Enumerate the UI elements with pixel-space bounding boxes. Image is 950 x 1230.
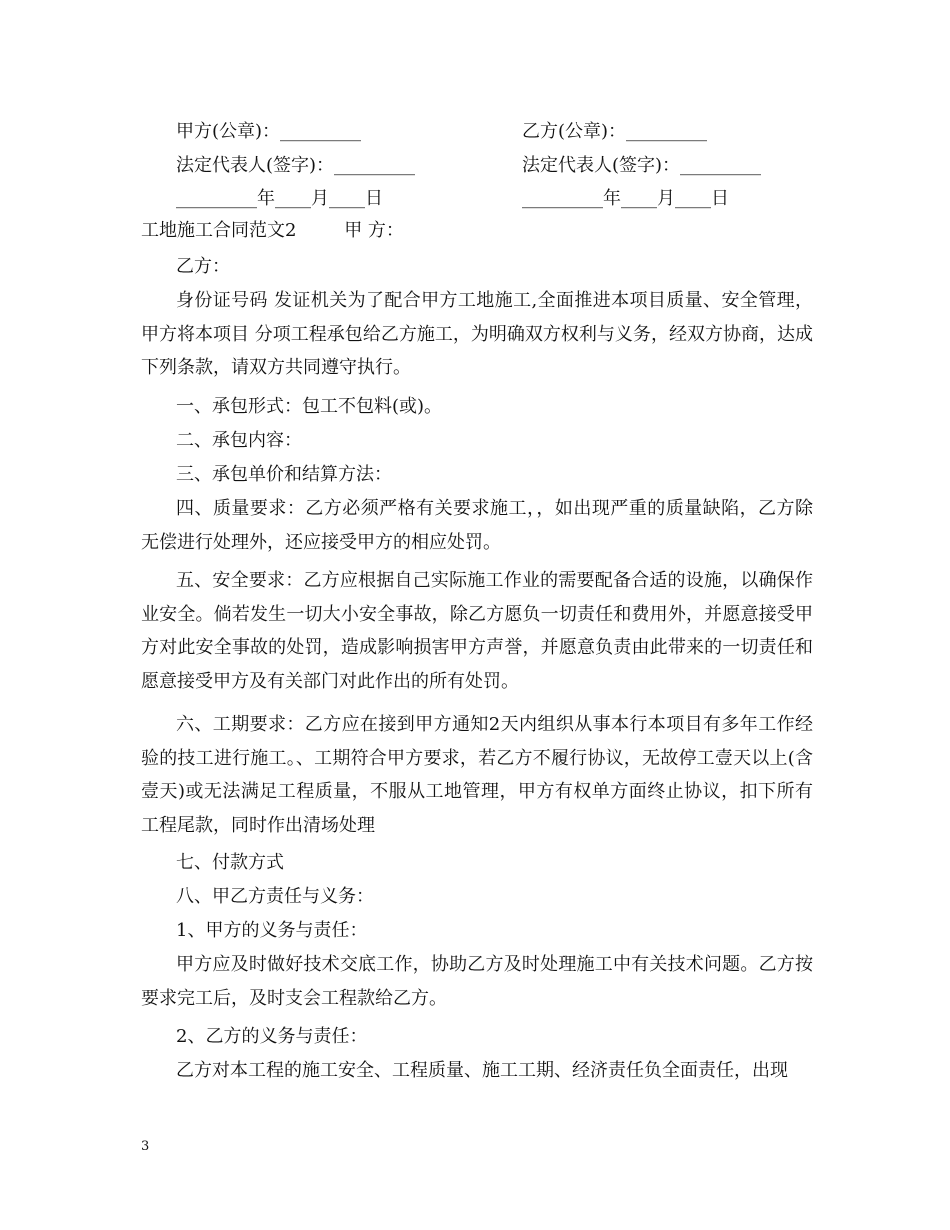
party-a-duties-text: 甲方应及时做好技术交底工作，协助乙方及时处理施工中有关技术问题。乙方按要求完工后，及时支会工程款给乙方。: [141, 954, 813, 1009]
party-a-representative-field: 法定代表人(签字)：_________: [176, 155, 416, 176]
party-b-seal-field: 乙方(公章)：_________: [522, 121, 708, 142]
clause-contract-content: 二、承包内容：: [176, 430, 302, 451]
party-a-duties-heading: 1、甲方的义务与责任：: [176, 920, 368, 941]
signature-row-seal: [0, 118, 950, 146]
party-a-label: 甲 方：: [344, 220, 404, 241]
party-a-seal-field: 甲方(公章)：_________: [176, 121, 362, 142]
signature-row-date: [0, 185, 950, 213]
contract-intro-paragraph: 身份证号码 发证机关为了配合甲方工地施工,全面推进本项目质量、安全管理，甲方将本项目 分项工程承包给乙方施工，为明确双方权利与义务，经双方协商，达成下列条款，请双方共同遵守执行。: [141, 290, 813, 379]
clause-safety: 五、安全要求：乙方应根据自己实际施工作业的需要配备合适的设施，以确保作业安全。倘若发生一切大小安全事故，除乙方愿负一切责任和费用外，并愿意接受甲方对此安全事故的处罚，造成影响损害甲方声誉，并愿意负责由此带来的一切责任和愿意接受甲方及有关部门对此作出的所有处罚。: [141, 570, 813, 692]
contract-title: 工地施工合同范文2: [141, 220, 297, 241]
party-a-date-field: _________年____月____日: [176, 188, 383, 209]
clause-unit-price: 三、承包单价和结算方法：: [176, 464, 392, 485]
contract-heading: [141, 216, 813, 246]
signature-row-representative: [0, 152, 950, 180]
party-b-representative-field: 法定代表人(签字)：_________: [522, 155, 762, 176]
clause-responsibilities: 八、甲乙方责任与义务：: [176, 886, 374, 907]
party-b-label: 乙方：: [176, 256, 230, 277]
page-number: 3: [141, 1139, 150, 1154]
clause-quality: 四、质量要求：乙方必须严格有关要求施工，，如出现严重的质量缺陷，乙方除无偿进行处理外，还应接受甲方的相应处罚。: [141, 498, 813, 553]
clause-contract-form: 一、承包形式：包工不包料(或)。: [176, 396, 443, 417]
clause-schedule: 六、工期要求：乙方应在接到甲方通知2天内组织从事本行本项目有多年工作经验的技工进行施工。、工期符合甲方要求，若乙方不履行协议，无故停工壹天以上(含壹天)或无法满足工程质量，不服从工地管理，甲方有权单方面终止协议，扣下所有工程尾款，同时作出清场处理: [141, 714, 813, 836]
party-b-duties-heading: 2、乙方的义务与责任：: [176, 1026, 368, 1047]
clause-payment: 七、付款方式: [176, 852, 284, 873]
party-b-date-field: _________年____月____日: [522, 188, 729, 209]
party-b-duties-text: 乙方对本工程的施工安全、工程质量、施工工期、经济责任负全面责任，出现: [176, 1060, 788, 1081]
